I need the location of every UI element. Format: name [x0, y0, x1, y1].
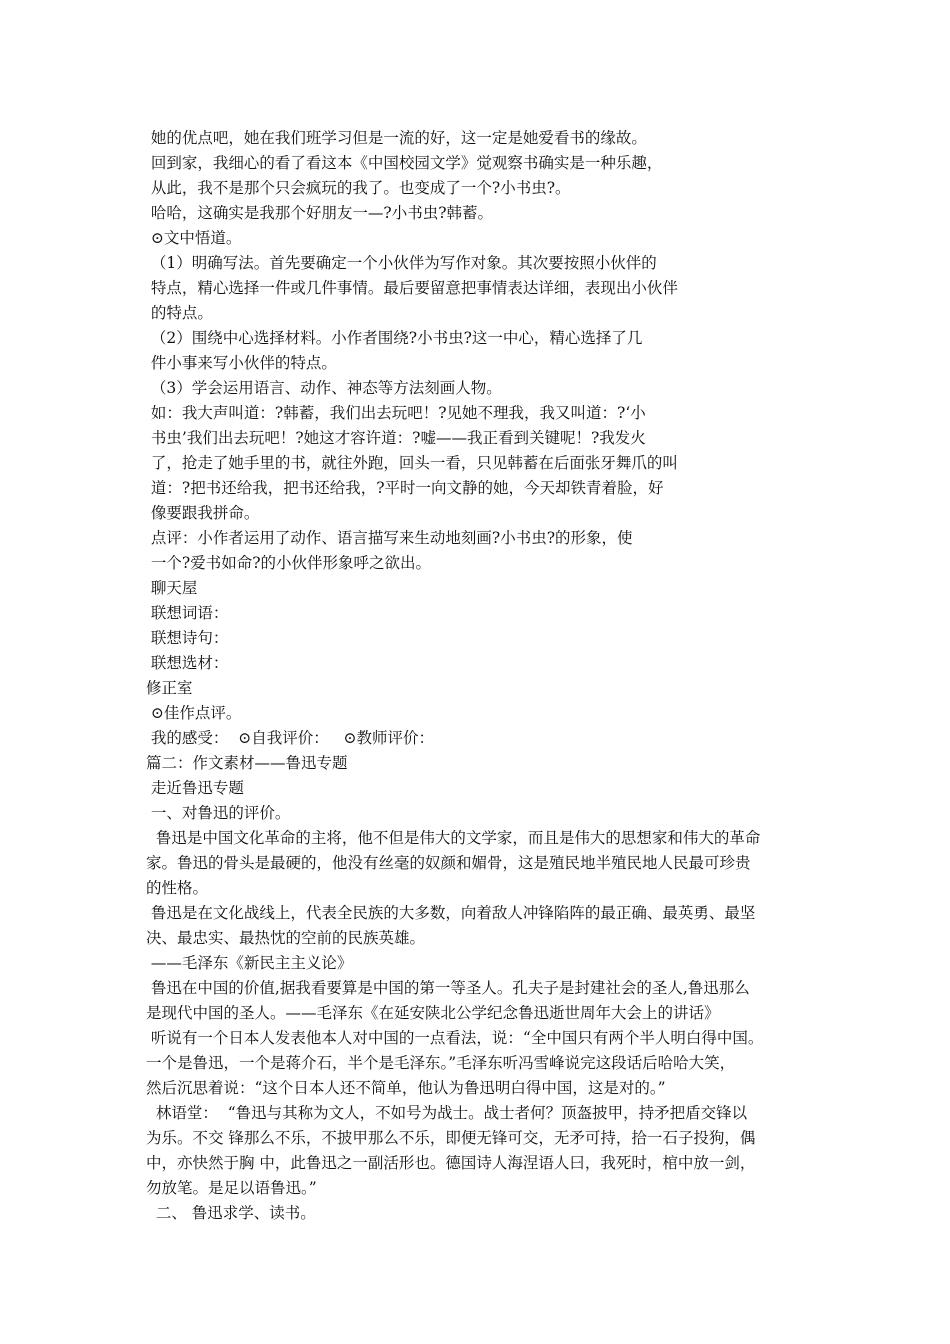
text-line: ⊙文中悟道。: [146, 229, 242, 247]
text-line: 鲁迅是中国文化革命的主将，他不但是伟大的文学家，而且是伟大的思想家和伟大的革命: [146, 829, 761, 847]
text-line: 的性格。: [146, 879, 209, 897]
text-line: 了，抢走了她手里的书，就往外跑，回头一看，只见韩蓄在后面张牙舞爪的叫: [146, 454, 678, 472]
text-line: 一个?爱书如命?的小伙伴形象呼之欲出。: [146, 554, 432, 572]
text-line: 如：我大声叫道：?韩蓄，我们出去玩吧！?见她不理我，我又叫道：?‘小: [146, 404, 646, 422]
text-line: 我的感受： ⊙自我评价： ⊙教师评价：: [146, 729, 435, 747]
text-line: 聊天屋: [146, 579, 198, 597]
text-line: 鲁迅是在文化战线上，代表全民族的大多数，向着敌人冲锋陷阵的最正确、最英勇、最坚: [146, 904, 756, 922]
text-line: 勿放笔。是足以语鲁迅。”: [146, 1179, 317, 1197]
text-line: 联想诗句：: [146, 629, 229, 647]
text-line: 道：?把书还给我，把书还给我，?平时一向文静的她，今天却铁青着脸，好: [146, 479, 664, 497]
text-line: 决、最忠实、最热忱的空前的民族英雄。: [146, 929, 426, 947]
text-line: 鲁迅在中国的价值,据我看要算是中国的第一等圣人。孔夫子是封建社会的圣人,鲁迅那么: [146, 979, 750, 997]
text-line: 从此，我不是那个只会疯玩的我了。也变成了一个?小书虫?。: [146, 179, 571, 197]
text-line: 然后沉思着说：“这个日本人还不简单，他认为鲁迅明白得中国，这是对的。”: [146, 1079, 666, 1097]
text-line: （2）围绕中心选择材料。小作者围绕?小书虫?这一中心，精心选择了几: [146, 329, 643, 347]
text-line: 中，亦快然于胸 中，此鲁迅之一副活形也。德国诗人海涅语人曰，我死时，棺中放一剑，: [146, 1154, 756, 1172]
text-line: 是现代中国的圣人。——毛泽东《在延安陕北公学纪念鲁迅逝世周年大会上的讲话》: [146, 1004, 720, 1022]
text-line: 联想词语：: [146, 604, 229, 622]
text-line: 联想选材：: [146, 654, 229, 672]
text-line: 像要跟我拼命。: [146, 504, 260, 522]
text-line: （1）明确写法。首先要确定一个小伙伴为写作对象。其次要按照小伙伴的: [146, 254, 657, 272]
text-line: 她的优点吧，她在我们班学习但是一流的好，这一定是她爱看书的缘故。: [146, 129, 647, 147]
text-line: 一个是鲁迅，一个是蒋介石，半个是毛泽东。”毛泽东听冯雪峰说完这段话后哈哈大笑，: [146, 1054, 736, 1072]
text-line: 修正室: [146, 679, 193, 697]
text-line: 二、 鲁迅求学、读书。: [146, 1204, 316, 1222]
text-line: 哈哈，这确实是我那个好朋友一—?小书虫?韩蓄。: [146, 204, 494, 222]
text-line: 听说有一个日本人发表他本人对中国的一点看法，说：“全中国只有两个半人明白得中国。: [146, 1029, 764, 1047]
text-line: ——毛泽东《新民主主义论》: [146, 954, 353, 972]
text-line: 篇二：作文素材——鲁迅专题: [146, 754, 348, 772]
text-line: （3）学会运用语言、动作、神态等方法刻画人物。: [146, 379, 502, 397]
text-line: 书虫’我们出去玩吧！?她这才容许道：?嘘——我正看到关键呢！?我发火: [146, 429, 646, 447]
text-line: 件小事来写小伙伴的特点。: [146, 354, 337, 372]
text-line: 回到家，我细心的看了看这本《中国校园文学》觉观察书确实是一种乐趣，: [146, 154, 663, 172]
text-line: 的特点。: [146, 304, 213, 322]
text-line: 点评：小作者运用了动作、语言描写来生动地刻画?小书虫?的形象，使: [146, 529, 633, 547]
text-line: 一、对鲁迅的评价。: [146, 804, 291, 822]
text-line: 家。鲁迅的骨头是最硬的，他没有丝毫的奴颜和媚骨，这是殖民地半殖民地人民最可珍贵: [146, 854, 751, 872]
text-line: 特点，精心选择一件或几件事情。最后要留意把事情表达详细，表现出小伙伴: [146, 279, 678, 297]
text-line: ⊙佳作点评。: [146, 704, 242, 722]
text-line: 走近鲁迅专题: [146, 779, 244, 797]
text-line: 林语堂： “鲁迅与其称为文人，不如号为战士。战士者何？顶盔披甲，持矛把盾交锋以: [146, 1104, 748, 1122]
text-line: 为乐。不交 锋那么不乐，不披甲那么不乐，即便无锋可交，无矛可持，拾一石子投狗，偶: [146, 1129, 756, 1147]
